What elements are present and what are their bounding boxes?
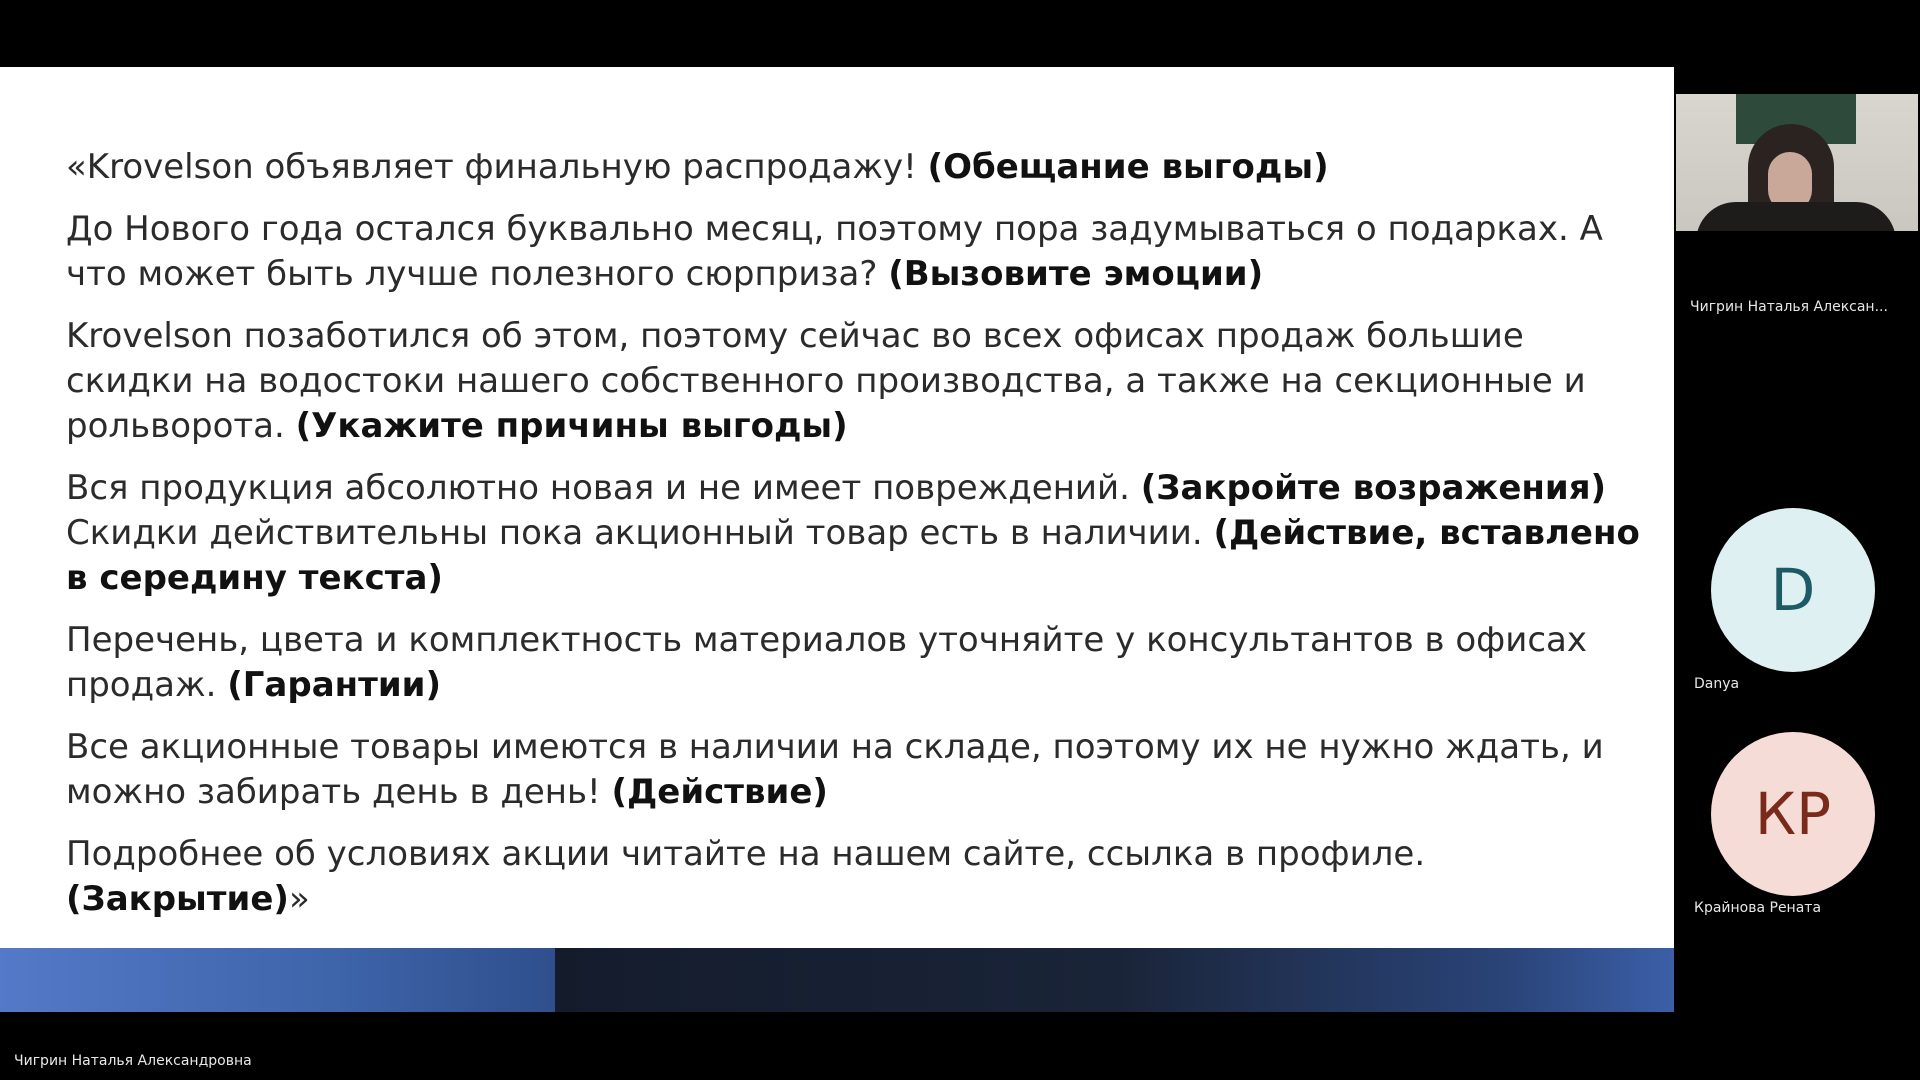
slide-paragraph-4 <box>66 466 1646 601</box>
paragraph-hint: (Гарантии) <box>227 665 442 705</box>
presenter-name-label: Чигрин Наталья Александровна <box>14 1053 252 1069</box>
participant-name: Danya <box>1694 676 1740 692</box>
paragraph-text-after: Скидки действительны пока акционный товар есть в наличии. <box>66 513 1214 553</box>
participant-name: Чигрин Наталья Алексан... <box>1690 299 1888 315</box>
video-person-shirt <box>1696 202 1896 231</box>
slide-paragraph-6 <box>66 725 1646 815</box>
slide-paragraph-1 <box>66 145 1646 190</box>
paragraph-text-after: » <box>288 879 310 919</box>
paragraph-hint: (Обещание выгоды) <box>927 147 1329 187</box>
slide-footer-band <box>0 948 1674 1012</box>
slide-body <box>66 145 1646 939</box>
paragraph-text: «Krovelson объявляет финальную распродажу! <box>66 147 928 187</box>
participant-avatar-krainova[interactable]: КР <box>1711 732 1875 896</box>
participant-video-tile[interactable] <box>1676 94 1918 231</box>
paragraph-hint: (Вызовите эмоции) <box>888 254 1264 294</box>
slide-paragraph-5 <box>66 618 1646 708</box>
participant-avatar-danya[interactable]: D <box>1711 508 1875 672</box>
paragraph-hint-2: (Действие, вставлено в середину текста) <box>66 513 1640 598</box>
paragraph-text: Подробнее об условиях акции читайте на нашем сайте, ссылка в профиле. <box>66 834 1426 874</box>
paragraph-hint: (Закройте возражения) <box>1140 468 1607 508</box>
paragraph-hint: (Действие) <box>611 772 828 812</box>
paragraph-text: До Нового года остался буквально месяц, поэтому пора задумываться о подарках. А что может быть лучше полезного сюрприза? <box>66 209 1603 294</box>
footer-band-left <box>0 948 555 1012</box>
shared-slide <box>0 67 1674 1012</box>
slide-paragraph-7 <box>66 832 1646 922</box>
participant-name: Крайнова Рената <box>1694 900 1822 916</box>
paragraph-text: Перечень, цвета и комплектность материалов уточняйте у консультантов в офисах продаж. <box>66 620 1588 705</box>
paragraph-text: Вся продукция абсолютно новая и не имеет повреждений. <box>66 468 1141 508</box>
paragraph-text: Все акционные товары имеются в наличии на складе, поэтому их не нужно ждать, и можно забирать день в день! <box>66 727 1604 812</box>
paragraph-hint: (Закрытие) <box>66 879 289 919</box>
footer-band-right <box>555 948 1674 1012</box>
paragraph-hint: (Укажите причины выгоды) <box>295 406 848 446</box>
slide-paragraph-3 <box>66 314 1646 449</box>
paragraph-text: Krovelson позаботился об этом, поэтому сейчас во всех офисах продаж большие скидки на водостоки нашего собственного производства, а также на секционные и рольворота. <box>66 316 1586 446</box>
slide-paragraph-2 <box>66 207 1646 297</box>
